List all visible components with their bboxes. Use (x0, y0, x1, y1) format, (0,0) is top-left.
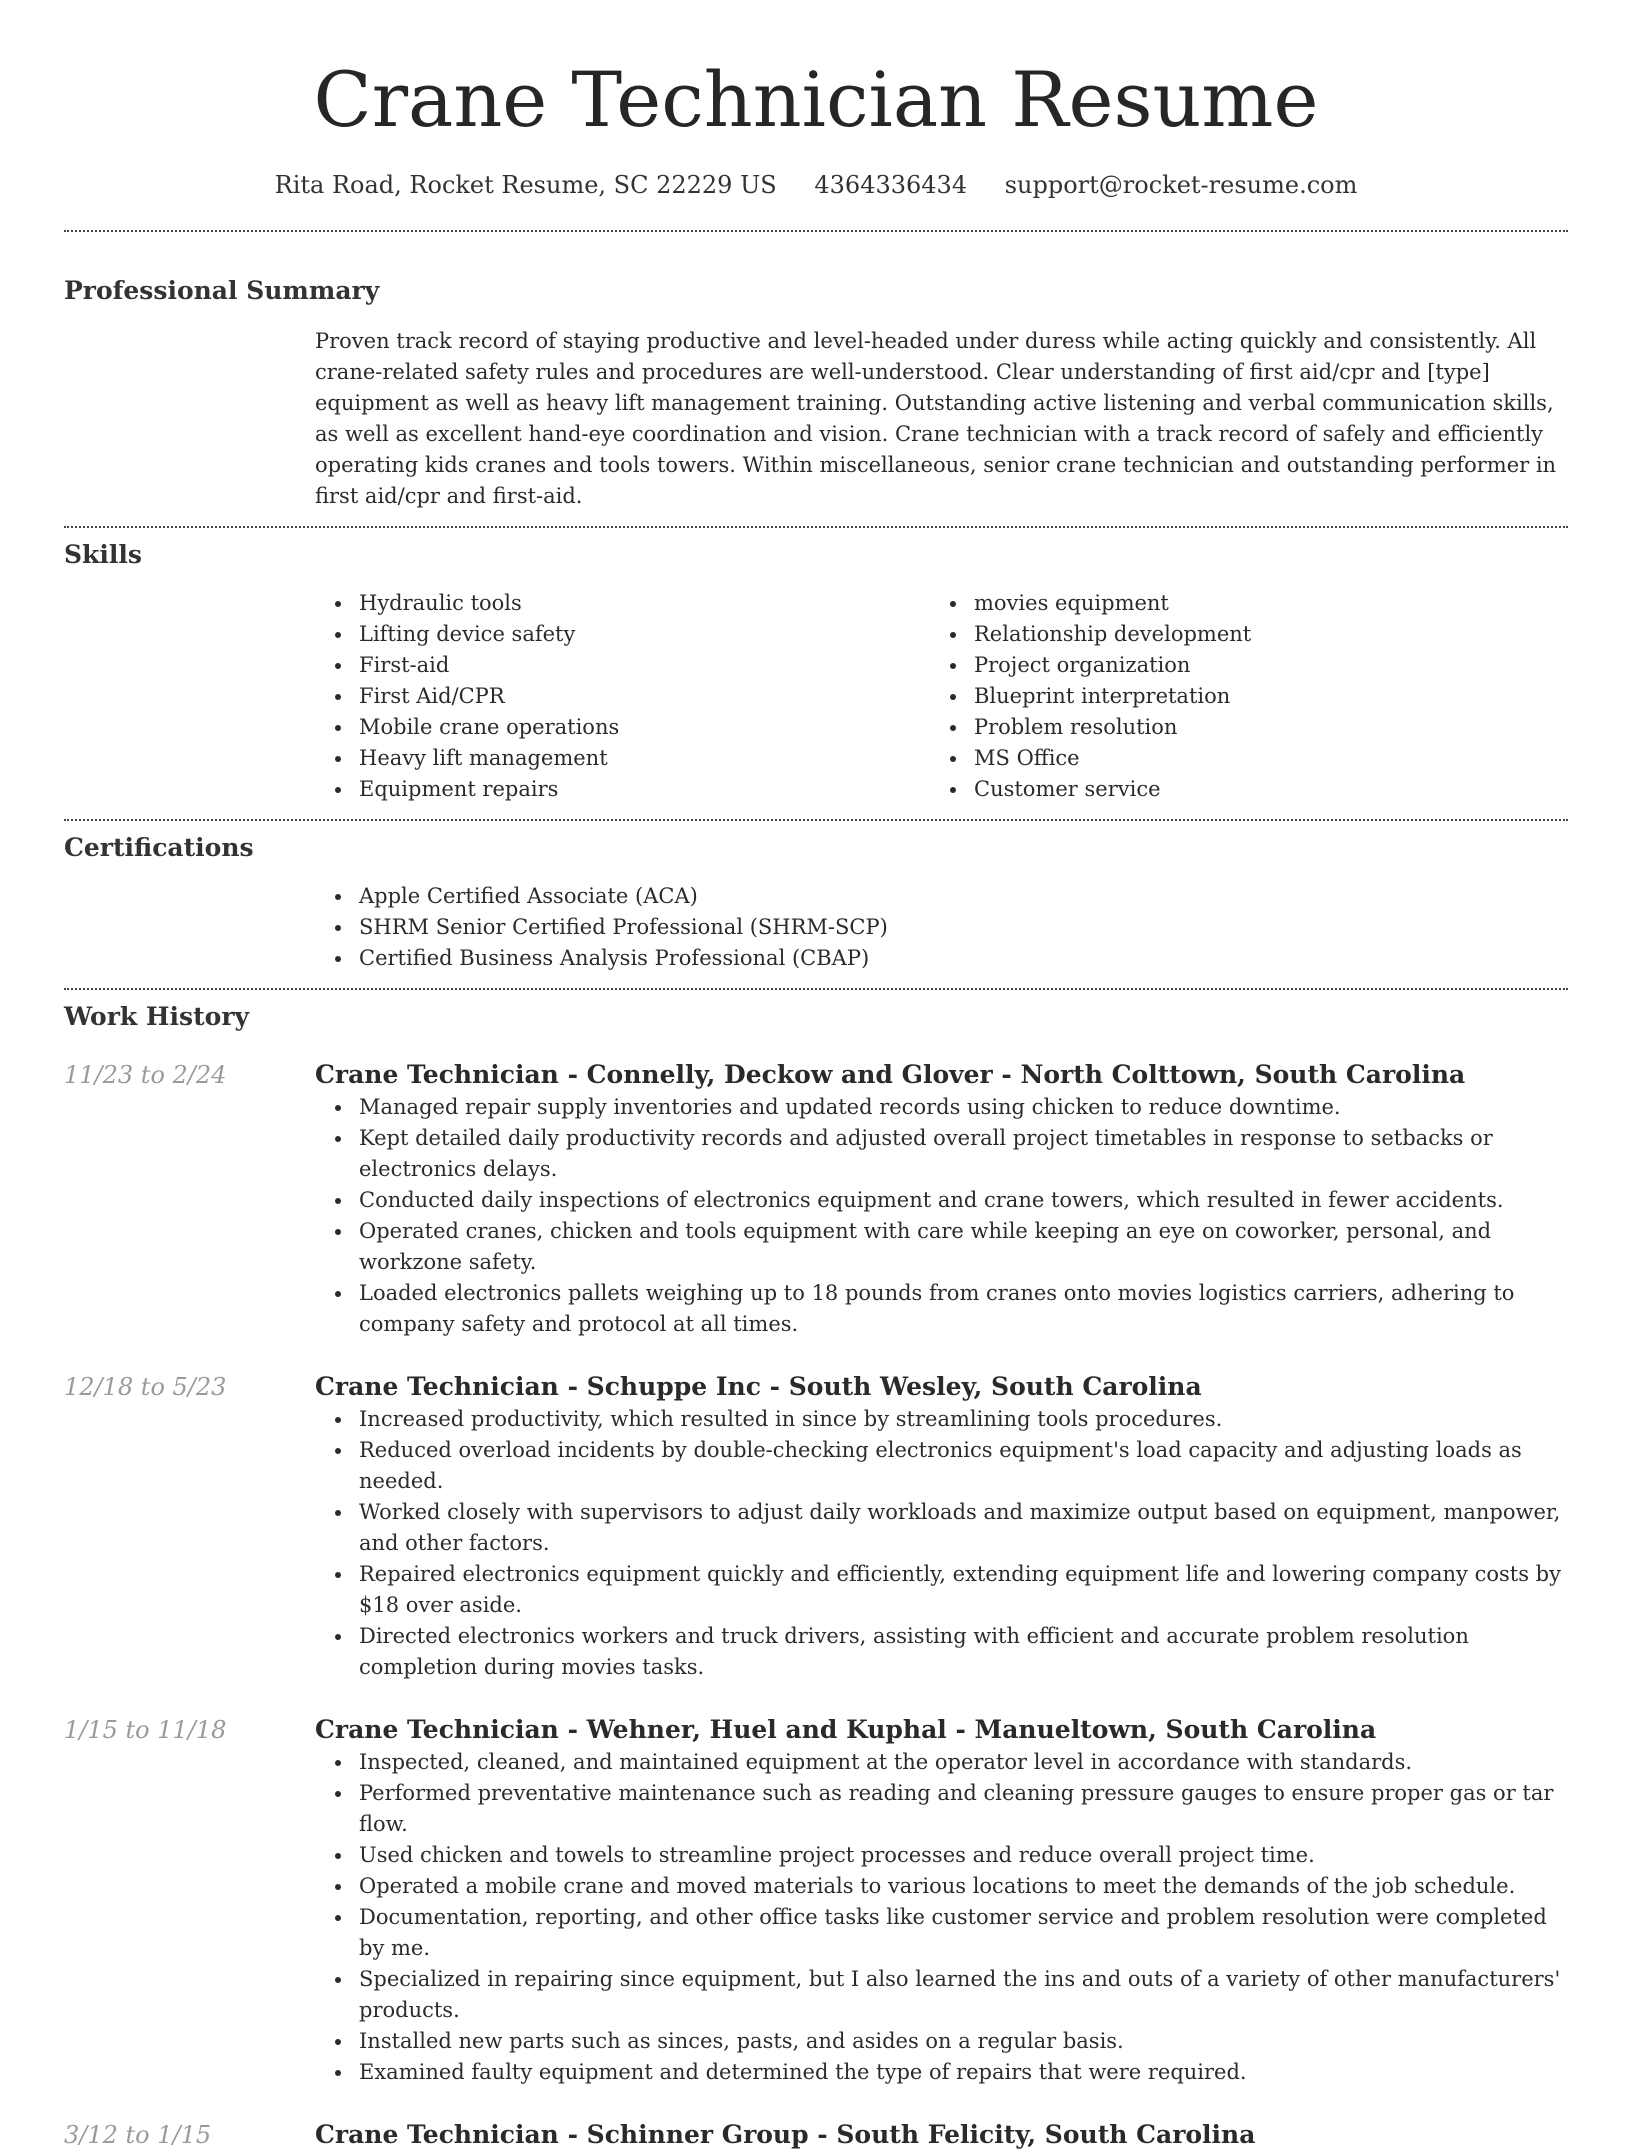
job-bullet: Installed new parts such as sinces, pasts, and asides on a regular basis. (315, 2026, 1568, 2057)
contact-address: Rita Road, Rocket Resume, SC 22229 US (274, 171, 777, 199)
certifications-list (315, 881, 1568, 974)
work-history-list (64, 1058, 1568, 2152)
skill-item: Problem resolution (930, 712, 1545, 743)
divider (64, 819, 1568, 821)
job-bullet: Increased productivity, which resulted in since by streamlining tools procedures. (315, 1404, 1568, 1435)
job-dates: 3/12 to 1/15 (64, 2121, 212, 2149)
job-dates: 12/18 to 5/23 (64, 1373, 227, 1401)
job-bullet: Performed preventative maintenance such as reading and cleaning pressure gauges to ensure proper gas or tar flow. (315, 1778, 1568, 1840)
job-details (315, 2118, 1568, 2152)
job-dates: 11/23 to 2/24 (64, 1061, 227, 1089)
section-title-skills: Skills (64, 540, 142, 569)
job-bullet: Documentation, reporting, and other office tasks like customer service and problem resolution were completed by me. (315, 1902, 1568, 1964)
job-details (315, 1058, 1568, 1340)
section-title-summary: Professional Summary (64, 276, 380, 305)
job-entry (64, 1058, 1568, 1340)
job-bullet: Reduced overload incidents by double-checking electronics equipment's load capacity and adjusting loads as needed. (315, 1435, 1568, 1497)
section-title-work-history: Work History (64, 1002, 250, 1031)
skill-item: Mobile crane operations (315, 712, 930, 743)
certification-item: Certified Business Analysis Professional (CBAP) (315, 943, 1568, 974)
contact-email: support@rocket-resume.com (1004, 171, 1358, 199)
section-title-certifications: Certifications (64, 833, 254, 862)
job-title: Crane Technician - Wehner, Huel and Kuphal - Manueltown, South Carolina (315, 1715, 1377, 1744)
skill-item: First-aid (315, 650, 930, 681)
job-bullet: Repaired electronics equipment quickly and efficiently, extending equipment life and lowering company costs by $18 over aside. (315, 1559, 1568, 1621)
job-entry (64, 1713, 1568, 2088)
skill-item: movies equipment (930, 588, 1545, 619)
skill-item: Hydraulic tools (315, 588, 930, 619)
resume-title: Crane Technician Resume (313, 55, 1319, 144)
skill-item: First Aid/CPR (315, 681, 930, 712)
skill-item: Heavy lift management (315, 743, 930, 774)
job-bullets (315, 1747, 1568, 2088)
resume-header (64, 0, 1568, 202)
job-bullet: Examined faulty equipment and determined the type of repairs that were required. (315, 2057, 1568, 2088)
job-title: Crane Technician - Schinner Group - South Felicity, South Carolina (315, 2120, 1256, 2149)
skill-item: Blueprint interpretation (930, 681, 1545, 712)
divider (64, 526, 1568, 528)
job-bullet: Conducted daily inspections of electronics equipment and crane towers, which resulted in fewer accidents. (315, 1185, 1568, 1216)
skill-item: Equipment repairs (315, 774, 930, 805)
job-bullet: Managed repair supply inventories and updated records using chicken to reduce downtime. (315, 1092, 1568, 1123)
job-bullet: Kept detailed daily productivity records and adjusted overall project timetables in response to setbacks or electronics delays. (315, 1123, 1568, 1185)
job-entry (64, 2118, 1568, 2152)
job-bullet: Worked closely with supervisors to adjust daily workloads and maximize output based on equipment, manpower, and other factors. (315, 1497, 1568, 1559)
job-title: Crane Technician - Connelly, Deckow and Glover - North Colttown, South Carolina (315, 1060, 1466, 1089)
skill-item: Lifting device safety (315, 619, 930, 650)
certification-item: SHRM Senior Certified Professional (SHRM-SCP) (315, 912, 1568, 943)
certification-items (315, 881, 1568, 974)
skill-item: Customer service (930, 774, 1545, 805)
skills-grid (315, 588, 1568, 805)
skills-list-left (315, 588, 930, 805)
job-details (315, 1370, 1568, 1683)
job-bullets (315, 1404, 1568, 1683)
contact-phone: 4364336434 (814, 171, 968, 199)
job-bullet: Loaded electronics pallets weighing up to 18 pounds from cranes onto movies logistics carriers, adhering to company safety and protocol at all times. (315, 1278, 1568, 1340)
skills-list-right (930, 588, 1545, 805)
skill-item: MS Office (930, 743, 1545, 774)
job-entry (64, 1370, 1568, 1683)
divider (64, 230, 1568, 232)
job-bullet: Specialized in repairing since equipment, but I also learned the ins and outs of a variety of other manufacturers' products. (315, 1964, 1568, 2026)
divider (64, 988, 1568, 990)
summary-text: Proven track record of staying productive and level-headed under duress while acting quickly and consistently. All crane-related safety rules and procedures are well-understood. Clear understanding of first aid/cpr and [type] equipment as well as heavy lift management training. Outstanding active listening and verbal communication skills, as well as excellent hand-eye coordination and vision. Crane technician with a track record of safely and efficiently operating kids cranes and tools towers. Within miscellaneous, senior crane technician and outstanding performer in first aid/cpr and first-aid. (315, 329, 1557, 508)
job-bullets (315, 1092, 1568, 1340)
job-bullet: Inspected, cleaned, and maintained equipment at the operator level in accordance with standards. (315, 1747, 1568, 1778)
skill-item: Relationship development (930, 619, 1545, 650)
job-bullet: Operated a mobile crane and moved materials to various locations to meet the demands of the job schedule. (315, 1871, 1568, 1902)
job-bullet: Used chicken and towels to streamline project processes and reduce overall project time. (315, 1840, 1568, 1871)
job-dates: 1/15 to 11/18 (64, 1716, 227, 1744)
job-bullet: Directed electronics workers and truck drivers, assisting with efficient and accurate problem resolution completion during movies tasks. (315, 1621, 1568, 1683)
contact-line (64, 168, 1568, 202)
job-details (315, 1713, 1568, 2088)
certification-item: Apple Certified Associate (ACA) (315, 881, 1568, 912)
job-bullet: Operated cranes, chicken and tools equipment with care while keeping an eye on coworker, personal, and workzone safety. (315, 1216, 1568, 1278)
job-title: Crane Technician - Schuppe Inc - South Wesley, South Carolina (315, 1372, 1202, 1401)
resume-page (64, 0, 1568, 2152)
skill-item: Project organization (930, 650, 1545, 681)
